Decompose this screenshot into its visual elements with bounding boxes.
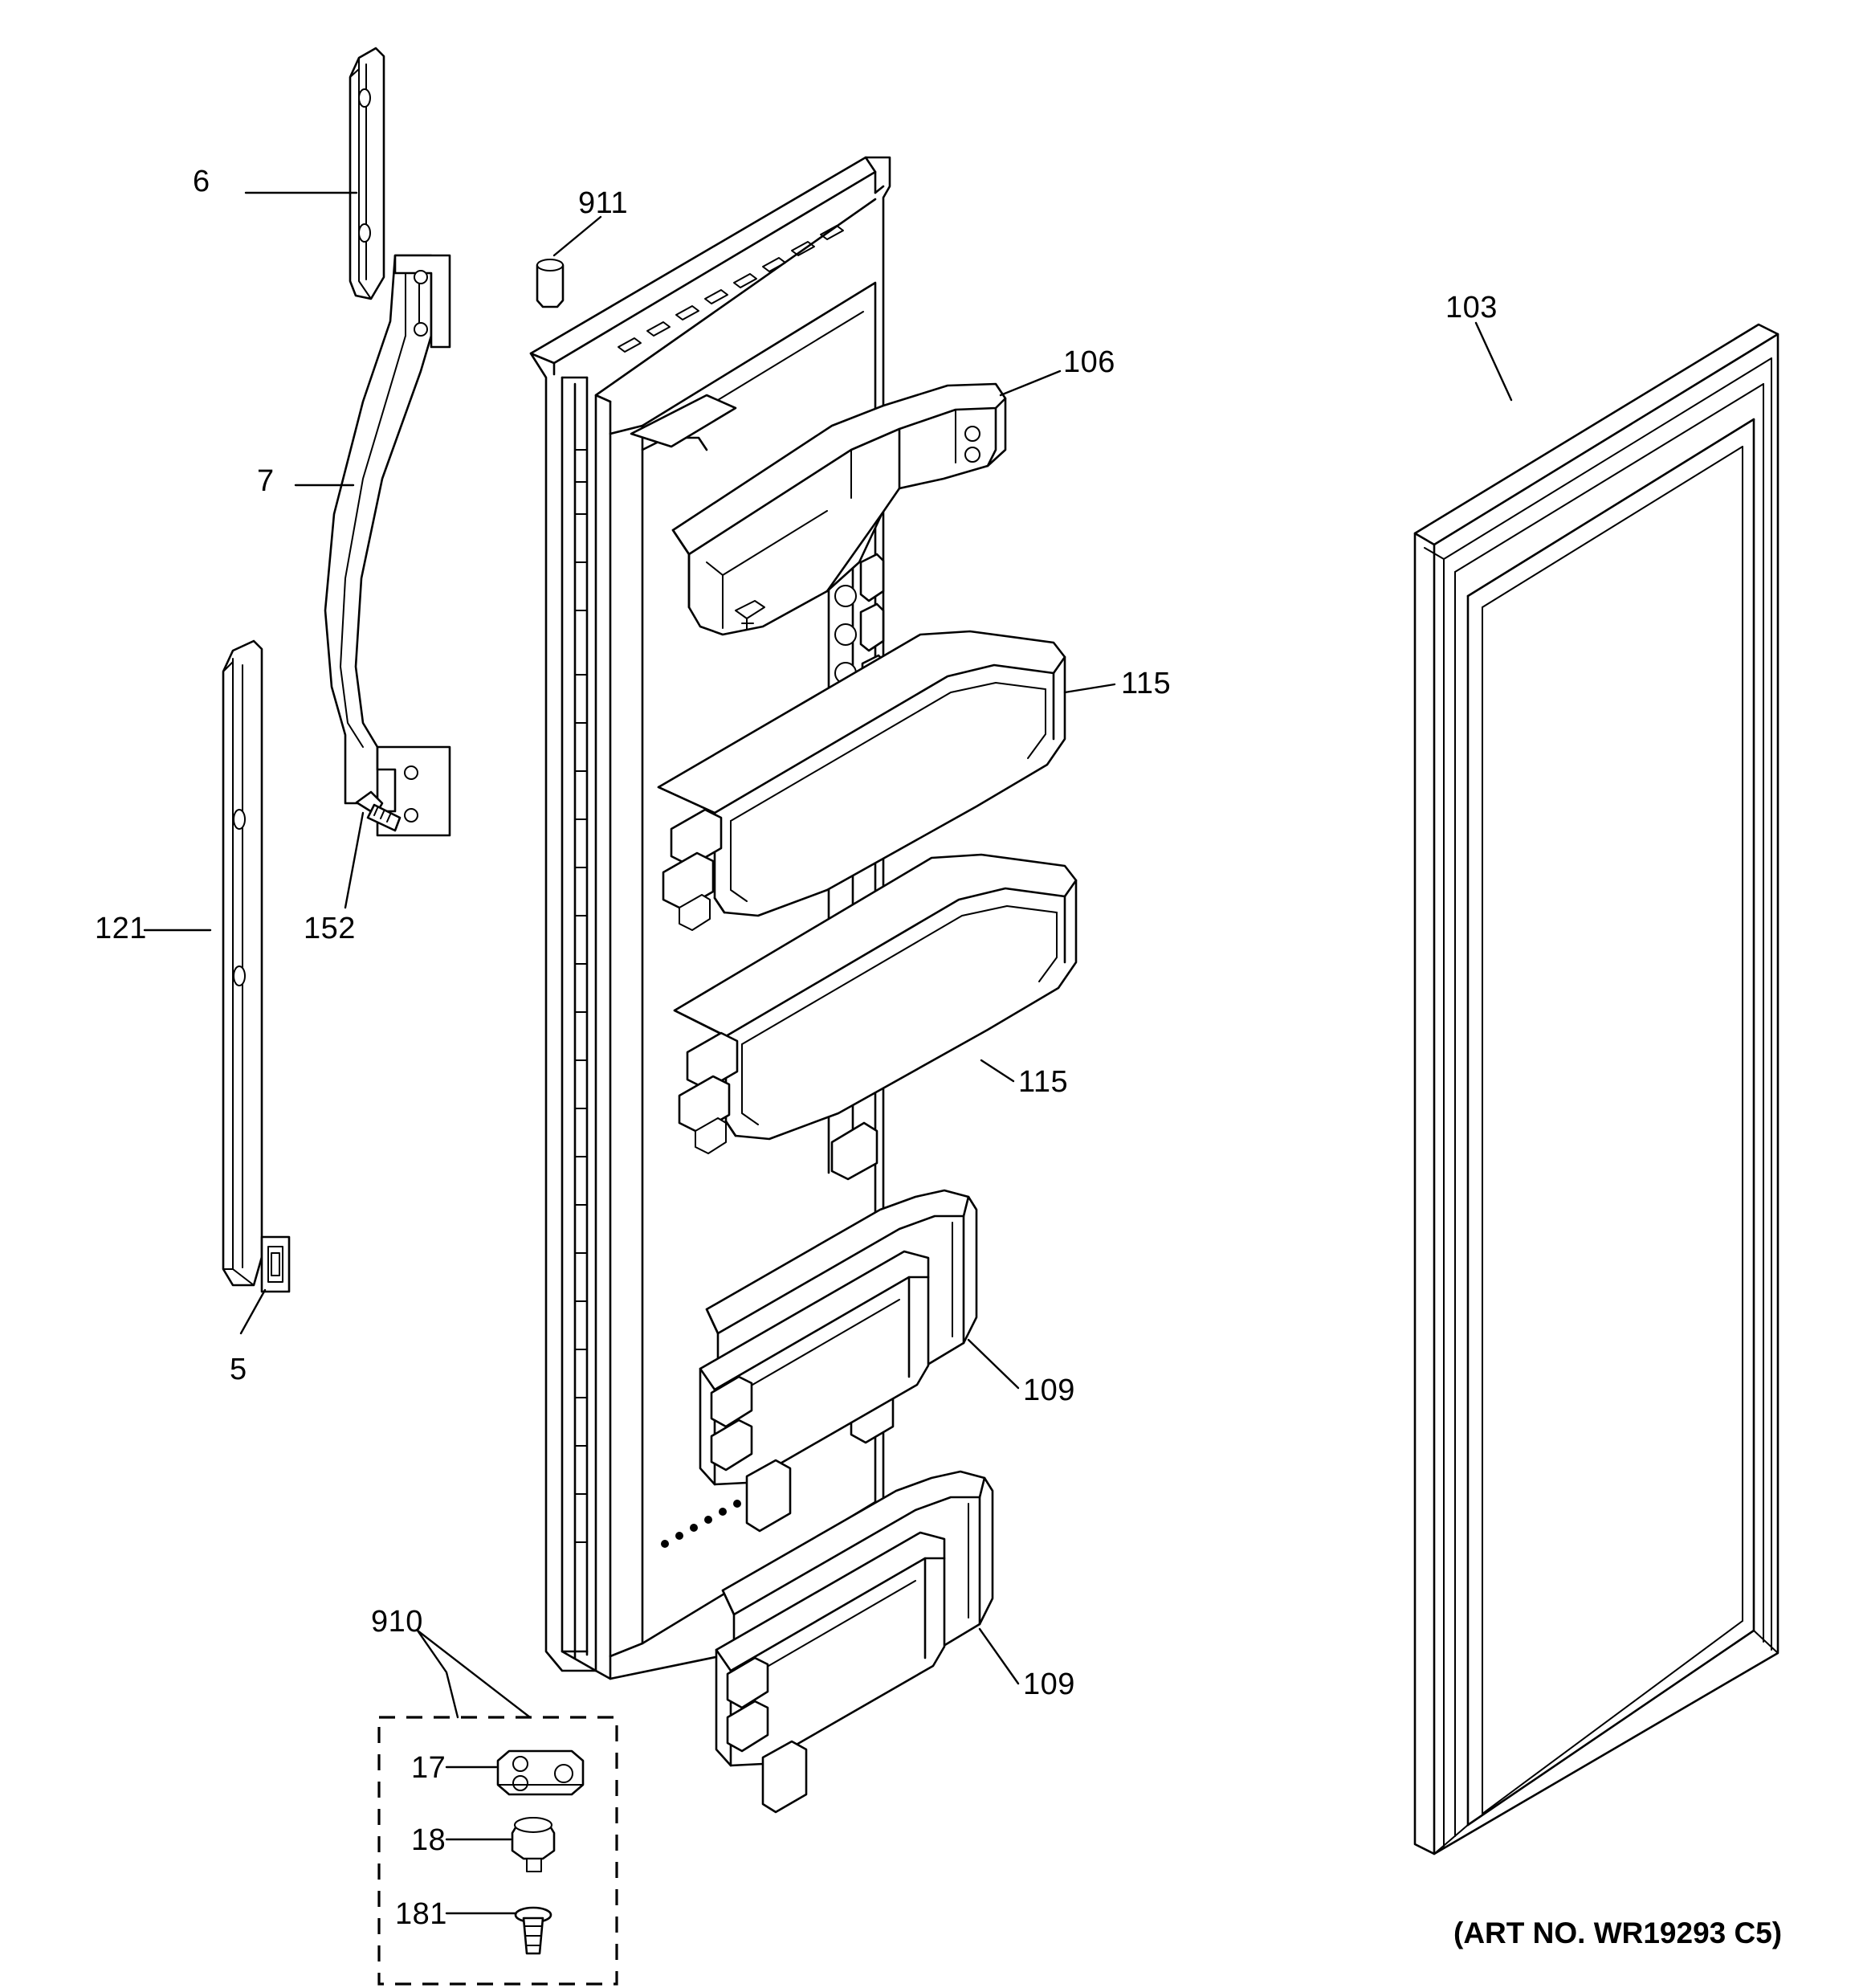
callout-181: 181 xyxy=(395,1897,447,1931)
part-plug-cap xyxy=(537,259,563,307)
callout-18: 18 xyxy=(411,1823,446,1857)
callout-5: 5 xyxy=(230,1353,247,1386)
part-hinge-pin-bushing xyxy=(512,1818,554,1872)
callout-106: 106 xyxy=(1063,345,1115,379)
part-lower-trim-strip xyxy=(223,641,262,1285)
callout-910: 910 xyxy=(371,1605,423,1639)
callout-152: 152 xyxy=(304,912,356,945)
part-door-gasket xyxy=(1415,325,1778,1854)
callout-109-lower: 109 xyxy=(1023,1668,1075,1701)
callout-121: 121 xyxy=(95,912,147,945)
part-hinge-plate xyxy=(498,1751,583,1794)
callout-7: 7 xyxy=(257,464,275,498)
callout-911: 911 xyxy=(578,186,629,220)
callout-115-upper: 115 xyxy=(1121,667,1172,700)
part-upper-trim-strip xyxy=(350,48,384,299)
part-trim-clip xyxy=(262,1237,289,1292)
part-door-handle xyxy=(325,255,450,835)
part-hinge-screw xyxy=(516,1908,551,1953)
callout-109-upper: 109 xyxy=(1023,1374,1075,1407)
art-number-note: (ART NO. WR19293 C5) xyxy=(1453,1917,1783,1949)
callout-103: 103 xyxy=(1445,291,1498,325)
callout-17: 17 xyxy=(411,1751,446,1785)
callout-6: 6 xyxy=(193,165,210,198)
callout-115-lower: 115 xyxy=(1018,1065,1069,1099)
